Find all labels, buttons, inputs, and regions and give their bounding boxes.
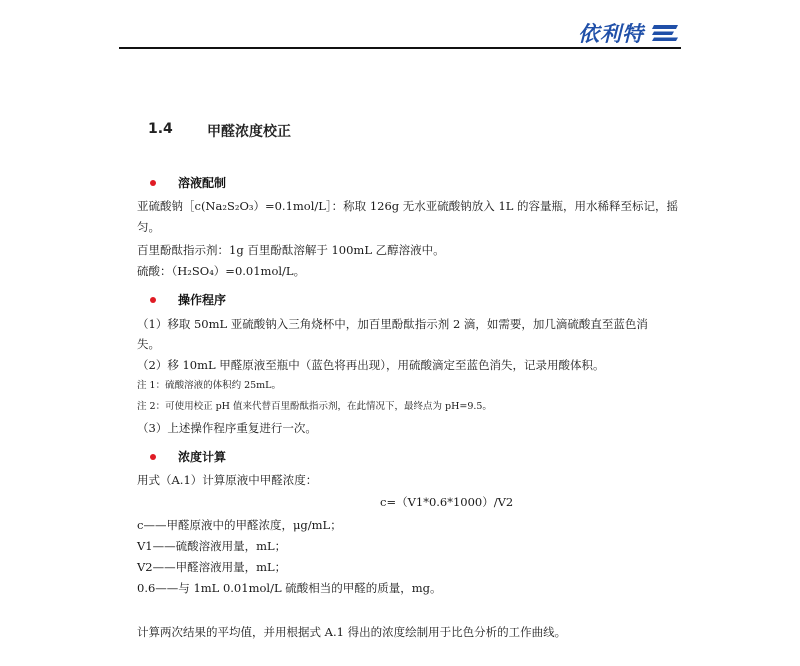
- logo-text: 依利特: [578, 22, 644, 46]
- subsection-preparation-title: 溶液配制: [178, 176, 227, 190]
- prep-line-2: 百里酚酞指示剂：1g 百里酚酞溶解于 100mL 乙醇溶液中。: [137, 243, 445, 257]
- definition-v1: V1——硫酸溶液用量，mL；: [137, 539, 287, 553]
- formula: c=（V1*0.6*1000）/V2: [380, 495, 514, 509]
- proc-line-2: （2）移 10mL 甲醛原液至瓶中（蓝色将再出现），用硫酸滴定至蓝色消失，记录用酸体积。: [137, 358, 605, 372]
- subsection-procedure-title: 操作程序: [178, 293, 227, 307]
- definition-0-6: 0.6——与 1mL 0.01mol/L 硫酸相当的甲醛的质量，mg。: [137, 581, 442, 595]
- company-logo: [578, 18, 680, 48]
- subsection-calculation: [150, 448, 226, 465]
- bullet-icon: [150, 297, 156, 303]
- logo-stripes-icon: [650, 23, 680, 43]
- proc-line-1a: （1）移取 50mL 亚硫酸钠入三角烧杯中，加百里酚酞指示剂 2 滴，如需要，加几滴硫酸直至蓝色消: [137, 317, 648, 331]
- calc-line-1: 用式（A.1）计算原液中甲醛浓度：: [137, 473, 318, 487]
- proc-line-3: （3）上述操作程序重复进行一次。: [137, 421, 317, 435]
- section-number: 1.4: [148, 121, 173, 137]
- prep-line-1b: 匀。: [137, 220, 160, 234]
- final-paragraph: 计算两次结果的平均值，并用根据式 A.1 得出的浓度绘制用于比色分析的工作曲线。: [137, 625, 567, 639]
- prep-line-3: 硫酸：（H₂SO₄）=0.01mol/L。: [137, 264, 306, 278]
- proc-line-1b: 失。: [137, 337, 160, 351]
- section-title: 甲醛浓度校正: [207, 124, 291, 140]
- header-rule: [119, 47, 681, 49]
- subsection-procedure: [150, 291, 226, 308]
- definition-c: c——甲醛原液中的甲醛浓度，μg/mL；: [137, 518, 342, 532]
- note-2: 注 2：可使用校正 pH 值来代替百里酚酞指示剂，在此情况下，最终点为 pH=9.5。: [137, 401, 492, 412]
- prep-line-1a: 亚硫酸钠［c(Na₂S₂O₃）=0.1mol/L］：称取 126g 无水亚硫酸钠放入 1L 的容量瓶，用水稀释至标记，摇: [137, 199, 679, 213]
- definition-v2: V2——甲醛溶液用量，mL；: [137, 560, 287, 574]
- subsection-calculation-title: 浓度计算: [178, 450, 227, 464]
- subsection-preparation: [150, 174, 226, 191]
- note-1: 注 1：硫酸溶液的体积约 25mL。: [137, 380, 281, 391]
- bullet-icon: [150, 454, 156, 460]
- bullet-icon: [150, 180, 156, 186]
